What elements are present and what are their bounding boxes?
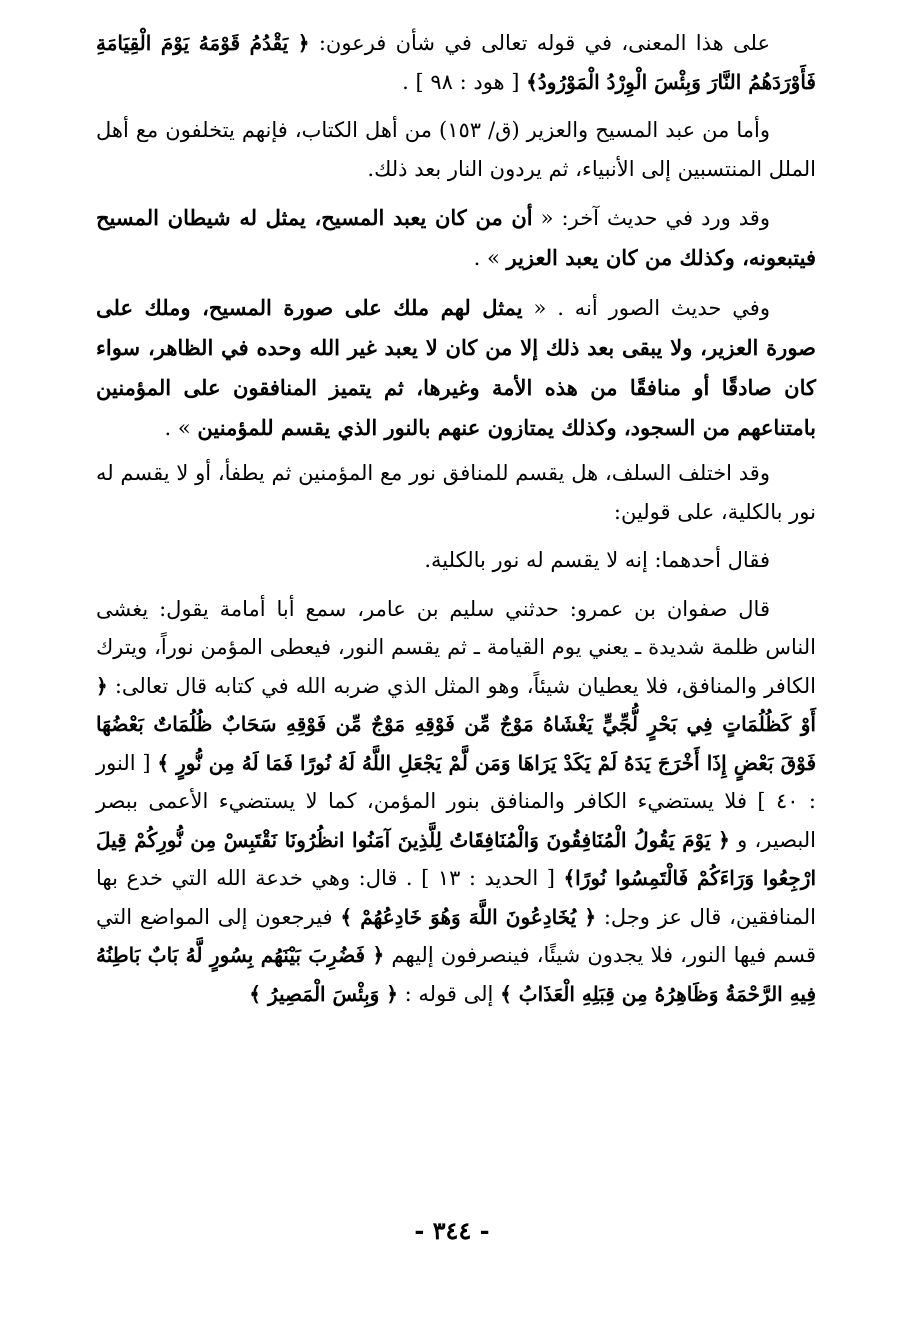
paragraph: [96, 198, 816, 278]
paragraph: [96, 24, 816, 101]
quran-verse: ﴿ فَضُرِبَ بَيْنَهُم بِسُورٍ لَّهُ بَابٌ بَاطِنُهُ فِيهِ الرَّحْمَةُ وَظَاهِرُهُ مِن قِبَلِهِ الْعَذَابُ ﴾: [96, 943, 816, 1006]
text-run: وقد ورد في حديث آخر: «: [532, 206, 770, 230]
text-run: » .: [473, 246, 507, 270]
text-run: وفي حديث الصور أنه . «: [522, 296, 770, 320]
paragraph: [96, 111, 816, 188]
paragraph: [96, 454, 816, 531]
hadith-quote: أن من كان يعبد المسيح، يمثل له شيطان المسيح فيتبعونه، وكذلك من كان يعبد العزير: [96, 205, 816, 270]
text-run: وقد اختلف السلف، هل يقسم للمنافق نور مع المؤمنين ثم يطفأ، أو لا يقسم له نور بالكلية، على قولين:: [96, 461, 816, 524]
page-number: - ٣٤٤ -: [414, 1216, 490, 1245]
quran-verse: ﴿ يَقْدُمُ قَوْمَهُ يَوْمَ الْقِيَامَةِ فَأَوْرَدَهُمُ النَّارَ وَبِئْسَ الْوِرْدُ الْمَوْرُودُ﴾: [96, 31, 816, 94]
text-run: قال صفوان بن عمرو: حدثني سليم بن عامر، سمع أبا أمامة يقول: يغشى الناس ظلمة شديدة ـ يعني يوم القيامة ـ ثم يقسم النور، فيعطى المؤمن نوراً، ويترك الكافر والمنافق، فلا يعطيان شيئاً، وهو المثل الذي ضربه الله في كتابه قال تعالى:: [96, 596, 816, 698]
text-run: [ هود : ٩٨ ] .: [402, 69, 527, 94]
text-run: وأما من عبد المسيح والعزير (ق/ ١٥٣) من أهل الكتاب، فإنهم يتخلفون مع أهل الملل المنتسبين إلى الأنبياء، ثم يردون النار بعد ذلك.: [96, 118, 816, 181]
text-run: فقال أحدهما: إنه لا يقسم له نور بالكلية.: [424, 548, 770, 572]
paragraph: [96, 590, 816, 1014]
quran-verse: ﴿ أَوْ كَظُلُمَاتٍ فِي بَحْرٍ لُّجِّيٍّ يَغْشَاهُ مَوْجٌ مِّن فَوْقِهِ مَوْجٌ مِّن فَوْقِهِ سَحَابٌ ظُلُمَاتٌ بَعْضُهَا فَوْقَ بَعْضٍ إِذَا أَخْرَجَ يَدَهُ لَمْ يَكَدْ يَرَاهَا وَمَن لَّمْ يَجْعَلِ اللَّهُ لَهُ نُورًا فَمَا لَهُ مِن نُّورٍ ﴾: [96, 673, 817, 775]
text-run: فيرجعون إلى المواضع التي قسم فيها النور، فلا يجدون شيئًا، فينصرفون إليهم: [96, 904, 817, 967]
text-run: على هذا المعنى، في قوله تعالى في شأن فرعون:: [309, 31, 770, 55]
text-run: إلى قوله :: [398, 981, 501, 1006]
quran-verse: ﴿ يَوْمَ يَقُولُ الْمُنَافِقُونَ وَالْمُنَافِقَاتُ لِلَّذِينَ آمَنُوا انظُرُونَا نَقْتَبِسْ مِن نُّورِكُمْ قِيلَ ارْجِعُوا وَرَاءَكُمْ فَالْتَمِسُوا نُورًا﴾: [96, 827, 816, 890]
quran-verse: ﴿ يُخَادِعُونَ اللَّهَ وَهُوَ خَادِعُهُمْ ﴾: [340, 904, 597, 929]
paragraph: [96, 541, 816, 580]
hadith-quote: يمثل لهم ملك على صورة المسيح، وملك على صورة العزير، ولا يبقى بعد ذلك إلا من كان لا يعبد غير الله وحده في الظاهر، سواء كان صادقًا أو منافقًا من هذه الأمة وغيرها، ثم يتميز المنافقون على المؤمنين بامتناعهم من السجود، وكذلك يمتازون عنهم بالنور الذي يقسم للمؤمنين: [96, 295, 816, 440]
text-run: [ النور : ٤٠ ] فلا يستضيء الكافر والمنافق بنور المؤمن، كما لا يستضيء الأعمى ببصر البصير، و: [96, 750, 816, 852]
text-run: [ الحديد : ١٣ ] . قال: وهي خدعة الله التي خدع بها المنافقين، قال عز وجل:: [96, 866, 817, 929]
text-run: » .: [164, 416, 198, 440]
paragraph: [96, 288, 816, 448]
quran-verse: ﴿ وَبِئْسَ الْمَصِيرُ ﴾: [249, 981, 398, 1006]
